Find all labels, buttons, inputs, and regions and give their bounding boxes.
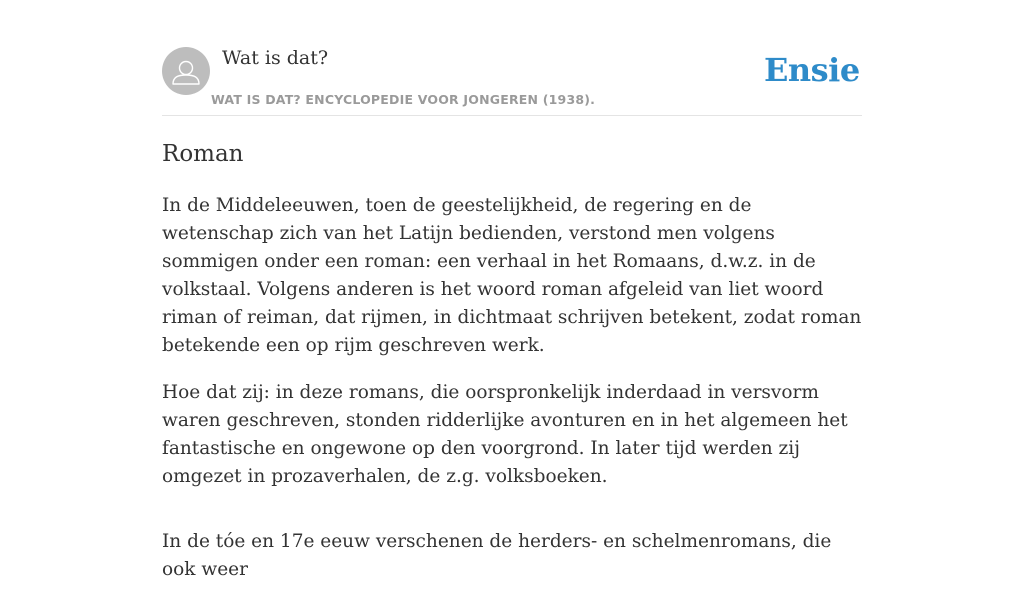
article-body [162,192,867,603]
avatar [162,47,210,95]
article-paragraph: In de Middeleeuwen, toen de geestelijkheid, de regering en de wetenschap zich van het Latijn bedienden, verstond men volgens sommigen onder een roman: een verhaal in het Romaans, d.w.z. in de volkstaal. Volgens anderen is het woord roman afgeleid van liet woord riman of reiman, dat rijmen, in dichtmaat schrijven betekent, zodat roman betekende een op rijm geschreven werk. [162,195,862,356]
source-subtitle[interactable]: WAT IS DAT? ENCYCLOPEDIE VOOR JONGEREN (1938). [211,92,596,107]
article-paragraph: In de tóe en 17e eeuw verschenen de herders- en schelmenromans, die ook weer [162,531,832,580]
article-paragraph: Hoe dat zij: in deze romans, die oorspronkelijk inderdaad in versvorm waren geschreven, stonden ridderlijke avonturen en in het algemeen het fantastische en ongewone op den voorgrond. In later tijd werden zij omgezet in prozaverhalen, de z.g. volksboeken. [162,382,848,487]
page-title: Roman [162,141,244,167]
source-title[interactable]: Wat is dat? [222,47,329,69]
header-divider [162,115,862,116]
user-icon [162,47,210,95]
ensie-logo[interactable]: Ensie [764,51,860,89]
